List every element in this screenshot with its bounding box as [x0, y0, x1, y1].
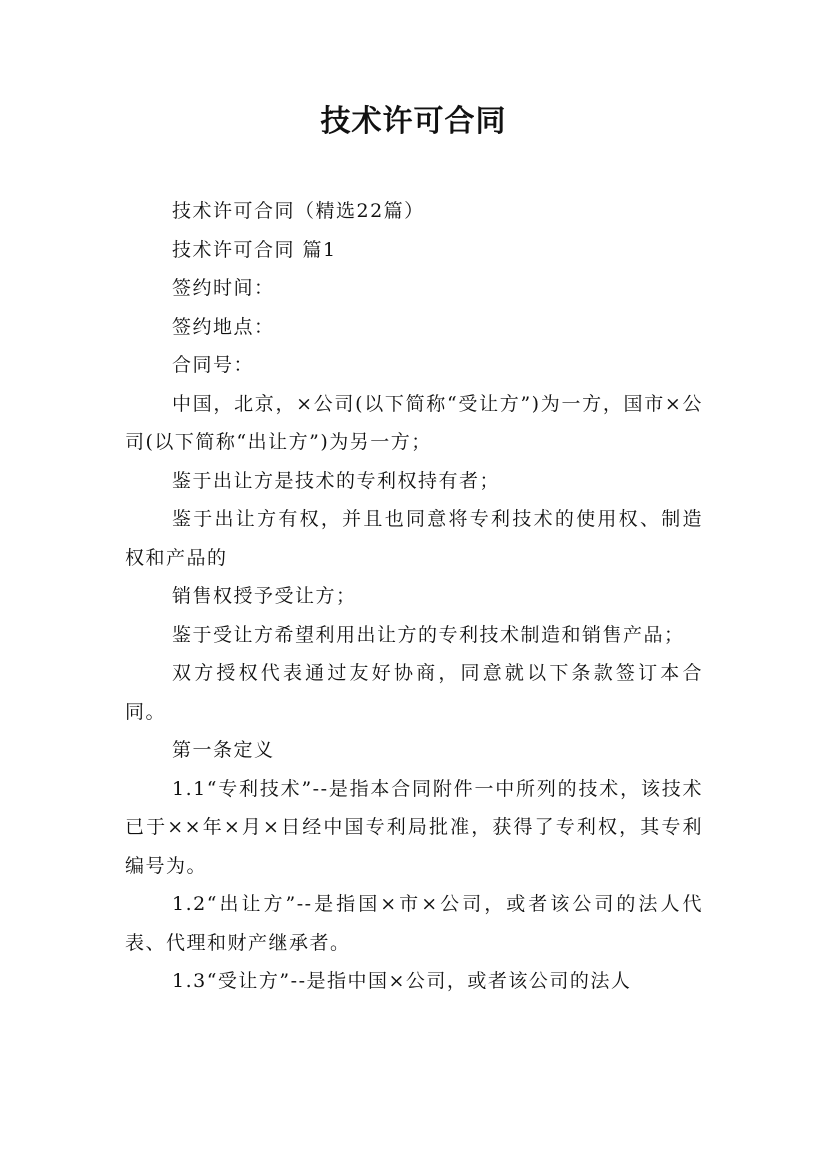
- paragraph-clause-1-3: 1.3“受让方”--是指中国×公司，或者该公司的法人: [172, 970, 632, 992]
- paragraph-contract-number: 合同号：: [172, 354, 255, 376]
- paragraph-signing-time: 签约时间：: [172, 277, 275, 299]
- paragraph-whereas-licensee: 鉴于受让方希望利用出让方的专利技术制造和销售产品；: [172, 623, 685, 646]
- paragraph-whereas-rights: 鉴于出让方有权，并且也同意将专利技术的使用权、制造权和产品的: [125, 508, 703, 569]
- paragraph-subtitle: 技术许可合同（精选22篇）: [172, 200, 425, 222]
- document-body: [125, 192, 703, 1001]
- paragraph-parties: 中国，北京，×公司(以下简称“受让方”)为一方，国市×公司(以下简称“出让方”)为另一方；: [125, 392, 703, 453]
- document-title: 技术许可合同: [320, 104, 507, 139]
- paragraph-section-heading: 技术许可合同 篇1: [172, 238, 337, 261]
- paragraph-whereas-patent-holder: 鉴于出让方是技术的专利权持有者；: [172, 469, 501, 492]
- paragraph-sales-rights: 销售权授予受让方；: [172, 585, 357, 607]
- paragraph-signing-place: 签约地点：: [172, 315, 275, 338]
- paragraph-clause-1-2: 1.2“出让方”--是指国×市×公司，或者该公司的法人代表、代理和财产继承者。: [125, 893, 703, 954]
- paragraph-agreement: 双方授权代表通过友好协商，同意就以下条款签订本合同。: [125, 662, 703, 723]
- paragraph-article-one: 第一条定义: [172, 739, 275, 761]
- paragraph-clause-1-1: 1.1“专利技术”--是指本合同附件一中所列的技术，该技术已于××年×月×日经中国专利局批准，获得了专利权，其专利编号为。: [125, 777, 703, 877]
